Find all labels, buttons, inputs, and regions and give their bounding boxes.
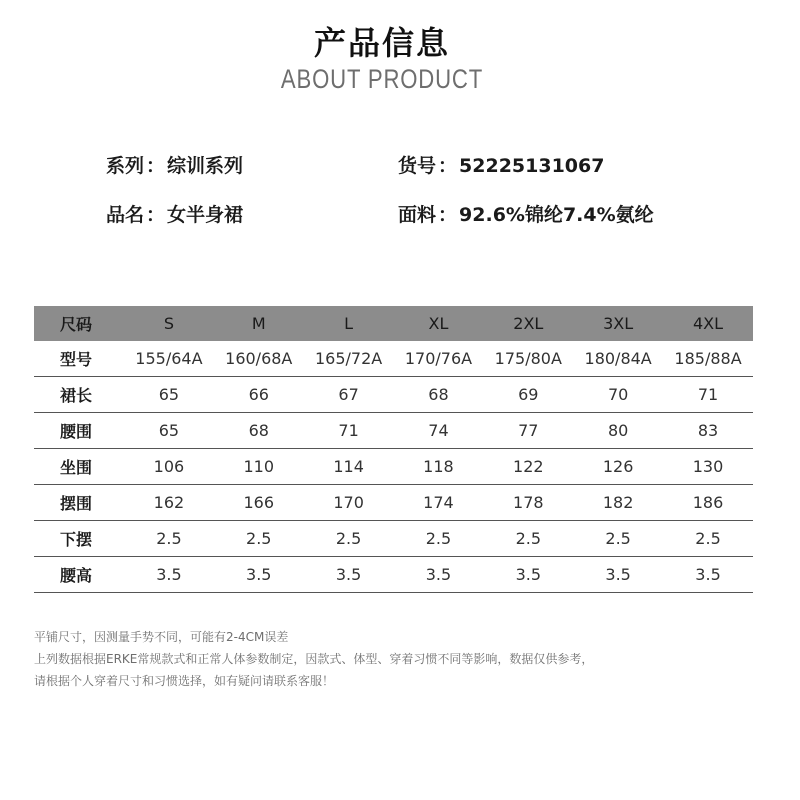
- table-cell: 114: [304, 449, 394, 485]
- table-cell: 130: [663, 449, 753, 485]
- size-header-cell: 4XL: [663, 306, 753, 341]
- row-label: 腰高: [34, 557, 124, 593]
- table-cell: 165/72A: [304, 341, 394, 377]
- table-cell: 2.5: [663, 521, 753, 557]
- table-cell: 68: [394, 377, 484, 413]
- table-cell: 71: [304, 413, 394, 449]
- series-separator: ：: [146, 155, 166, 177]
- table-cell: 182: [573, 485, 663, 521]
- table-cell: 77: [483, 413, 573, 449]
- series-label: 系列: [106, 155, 145, 177]
- fabric-label: 面料: [398, 204, 437, 226]
- row-label: 下摆: [34, 521, 124, 557]
- table-row: [34, 521, 753, 557]
- table-row: [34, 557, 753, 593]
- table-cell: 122: [483, 449, 573, 485]
- product-name-separator: ：: [146, 204, 166, 226]
- table-cell: 126: [573, 449, 663, 485]
- note-line: 上列数据根据ERKE常规款式和正常人体参数制定，因款式、体型、穿着习惯不同等影响，数据仅供参考，: [34, 652, 594, 666]
- note-line: 平铺尺寸，因测量手势不同，可能有2-4CM误差: [34, 630, 289, 644]
- table-cell: 71: [663, 377, 753, 413]
- item-number-separator: ：: [438, 155, 458, 177]
- item-number-value: 52225131067: [459, 155, 605, 177]
- size-header-row: [34, 306, 753, 341]
- table-cell: 2.5: [214, 521, 304, 557]
- table-row: [34, 413, 753, 449]
- table-cell: 166: [214, 485, 304, 521]
- table-cell: 68: [214, 413, 304, 449]
- table-cell: 3.5: [394, 557, 484, 593]
- table-row: [34, 341, 753, 377]
- table-cell: 175/80A: [483, 341, 573, 377]
- table-cell: 178: [483, 485, 573, 521]
- table-cell: 3.5: [124, 557, 214, 593]
- table-cell: 155/64A: [124, 341, 214, 377]
- table-cell: 3.5: [483, 557, 573, 593]
- page-title: 产品信息: [313, 24, 450, 62]
- table-row: [34, 449, 753, 485]
- table-cell: 3.5: [573, 557, 663, 593]
- table-cell: 65: [124, 377, 214, 413]
- note-line: 请根据个人穿着尺寸和习惯选择，如有疑问请联系客服！: [34, 674, 335, 688]
- table-cell: 70: [573, 377, 663, 413]
- page-subtitle: ABOUT PRODUCT: [280, 64, 484, 94]
- size-header-cell: S: [124, 306, 214, 341]
- product-name-value: 女半身裙: [167, 204, 244, 226]
- table-cell: 186: [663, 485, 753, 521]
- series-info: [106, 151, 243, 178]
- table-cell: 66: [214, 377, 304, 413]
- row-label: 裙长: [34, 377, 124, 413]
- size-notes: [34, 626, 593, 692]
- table-cell: 106: [124, 449, 214, 485]
- product-name-info: [106, 200, 243, 227]
- item-number-info: [398, 151, 604, 178]
- table-cell: 65: [124, 413, 214, 449]
- table-cell: 3.5: [214, 557, 304, 593]
- size-header-cell: 3XL: [573, 306, 663, 341]
- size-header-cell: 2XL: [483, 306, 573, 341]
- table-cell: 110: [214, 449, 304, 485]
- product-name-label: 品名: [106, 204, 145, 226]
- table-cell: 180/84A: [573, 341, 663, 377]
- size-header-cell: XL: [394, 306, 484, 341]
- table-cell: 80: [573, 413, 663, 449]
- table-cell: 2.5: [394, 521, 484, 557]
- fabric-value: 92.6%锦纶7.4%氨纶: [459, 204, 654, 226]
- row-label: 型号: [34, 341, 124, 377]
- table-cell: 2.5: [483, 521, 573, 557]
- table-cell: 185/88A: [663, 341, 753, 377]
- size-header-cell: M: [214, 306, 304, 341]
- table-cell: 83: [663, 413, 753, 449]
- table-cell: 69: [483, 377, 573, 413]
- table-cell: 170/76A: [394, 341, 484, 377]
- row-label: 坐围: [34, 449, 124, 485]
- table-cell: 74: [394, 413, 484, 449]
- size-header-cell: L: [304, 306, 394, 341]
- table-row: [34, 377, 753, 413]
- table-cell: 2.5: [124, 521, 214, 557]
- table-cell: 162: [124, 485, 214, 521]
- size-header-label: 尺码: [34, 306, 124, 341]
- table-cell: 170: [304, 485, 394, 521]
- fabric-separator: ：: [438, 204, 458, 226]
- series-value: 综训系列: [167, 155, 244, 177]
- table-cell: 174: [394, 485, 484, 521]
- size-table: [34, 306, 753, 593]
- table-cell: 118: [394, 449, 484, 485]
- table-row: [34, 485, 753, 521]
- fabric-info: [398, 200, 654, 227]
- table-cell: 3.5: [663, 557, 753, 593]
- item-number-label: 货号: [398, 155, 437, 177]
- row-label: 摆围: [34, 485, 124, 521]
- table-cell: 2.5: [304, 521, 394, 557]
- table-cell: 2.5: [573, 521, 663, 557]
- row-label: 腰围: [34, 413, 124, 449]
- table-cell: 160/68A: [214, 341, 304, 377]
- table-cell: 67: [304, 377, 394, 413]
- table-cell: 3.5: [304, 557, 394, 593]
